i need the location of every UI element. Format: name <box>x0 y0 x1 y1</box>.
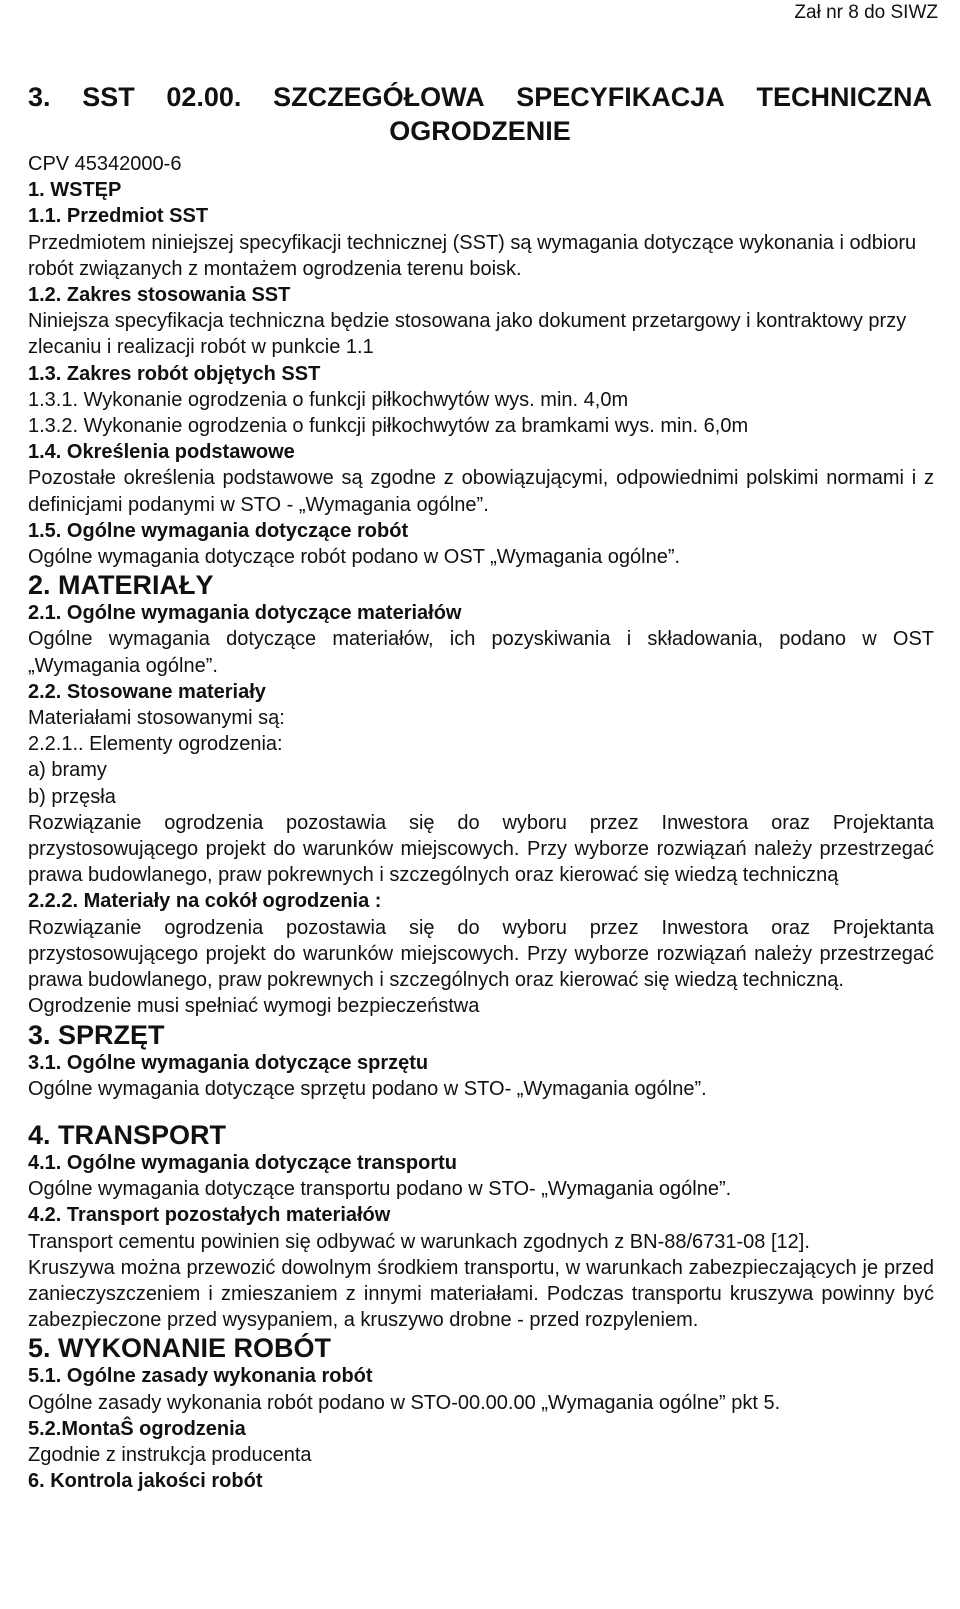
paragraph-1-4: Pozostałe określenia podstawowe są zgodne z obowiązującymi, odpowiednimi polskimi normami i z definicjami podanymi w STO - „Wymagania ogólne”. <box>28 467 934 516</box>
subsection-heading-4-2: 4.2. Transport pozostałych materiałów <box>28 1204 391 1227</box>
paragraph-4-2: Transport cementu powinien się odbywać w warunkach zgodnych z BN-88/6731-08 [12]. <box>28 1230 810 1253</box>
spacer <box>28 1102 934 1120</box>
subsection-heading-1-4: 1.4. Określenia podstawowe <box>28 441 295 464</box>
subsection-heading-5-1: 5.1. Ogólne zasady wykonania robót <box>28 1365 373 1388</box>
paragraph-1-2: Niniejsza specyfikacja techniczna będzie stosowana jako dokument przetargowy i kontraktowy przy zlecaniu i realizacji robót w punkcie 1.1 <box>28 310 907 359</box>
paragraph-2-2-1: Rozwiązanie ogrodzenia pozostawia się do wyboru przez Inwestora oraz Projektanta przystosowującego projekt do warunków miejscowych. Przy wyborze rozwiązań należy przestrzegać prawa budowlanego, praw pokrewnych i szczególnych oraz kierować się wiedzą techniczną <box>28 811 934 887</box>
subsection-heading-5-2: 5.2.MontaŜ ogrodzenia <box>28 1417 246 1440</box>
title-line-2: OGRODZENIE <box>389 116 571 146</box>
item-1-3-2: 1.3.2. Wykonanie ogrodzenia o funkcji piłkochwytów za bramkami wys. min. 6,0m <box>28 415 749 438</box>
section-heading-5: 5. WYKONANIE ROBÓT <box>28 1333 332 1364</box>
document-body <box>28 151 934 1494</box>
title-line-1 <box>28 80 932 114</box>
paragraph-4-1: Ogólne wymagania dotyczące transportu podano w STO- „Wymagania ogólne”. <box>28 1178 732 1201</box>
paragraph-5-1: Ogólne zasady wykonania robót podano w STO-00.00.00 „Wymagania ogólne” pkt 5. <box>28 1391 781 1414</box>
section-heading-3: 3. SPRZĘT <box>28 1019 165 1050</box>
title-code: SST <box>82 82 135 112</box>
title-word-2: SPECYFIKACJA <box>516 82 725 112</box>
paragraph-2-2: Materiałami stosowanymi są: <box>28 707 285 730</box>
list-item-b: b) przęsła <box>28 785 116 808</box>
subsection-heading-4-1: 4.1. Ogólne wymagania dotyczące transportu <box>28 1151 458 1174</box>
section-heading-6: 6. Kontrola jakości robót <box>28 1470 263 1493</box>
section-heading-2: 2. MATERIAŁY <box>28 570 214 601</box>
subsection-heading-3-1: 3.1. Ogólne wymagania dotyczące sprzętu <box>28 1051 429 1074</box>
title-ref: 02.00. <box>166 82 242 112</box>
title-word-3: TECHNICZNA <box>756 82 932 112</box>
subsection-heading-1-1: 1.1. Przedmiot SST <box>28 205 209 228</box>
title-word-1: SZCZEGÓŁOWA <box>273 82 485 112</box>
paragraph-2-1: Ogólne wymagania dotyczące materiałów, ich pozyskiwania i składowania, podano w OST „Wymagania ogólne”. <box>28 628 934 677</box>
subsection-heading-2-2-2: 2.2.2. Materiały na cokół ogrodzenia : <box>28 890 382 913</box>
list-item-a: a) bramy <box>28 759 107 782</box>
subsection-heading-1-3: 1.3. Zakres robót objętych SST <box>28 362 321 385</box>
paragraph-4-2-aggregates: Kruszywa można przewozić dowolnym środkiem transportu, w warunkach zabezpieczających je przed zanieczyszczeniem i zmieszaniem z innymi materiałami. Podczas transportu kruszywa powinny być zabezpieczone przed wysypaniem, a kruszywo drobne - przed rozpyleniem. <box>28 1256 934 1332</box>
subsection-heading-2-2: 2.2. Stosowane materiały <box>28 680 266 703</box>
item-2-2-1: 2.2.1.. Elementy ogrodzenia: <box>28 733 283 756</box>
paragraph-5-2: Zgodnie z instrukcja producenta <box>28 1443 312 1466</box>
document-title <box>28 80 932 148</box>
subsection-heading-2-1: 2.1. Ogólne wymagania dotyczące materiałów <box>28 602 462 625</box>
paragraph-1-1: Przedmiotem niniejszej specyfikacji technicznej (SST) są wymagania dotyczące wykonania i odbioru robót związanych z montażem ogrodzenia terenu boisk. <box>28 231 917 280</box>
cpv-code: CPV 45342000-6 <box>28 153 182 175</box>
paragraph-2-2-2: Rozwiązanie ogrodzenia pozostawia się do wyboru przez Inwestora oraz Projektanta przystosowującego projekt do warunków miejscowych. Przy wyborze rozwiązań należy przestrzegać prawa budowlanego, praw pokrewnych i szczególnych oraz kierować się wiedzą techniczną. <box>28 916 934 992</box>
subsection-heading-1-2: 1.2. Zakres stosowania SST <box>28 284 291 307</box>
subsection-heading-1-5: 1.5. Ogólne wymagania dotyczące robót <box>28 519 409 542</box>
paragraph-2-2-2-safety: Ogrodzenie musi spełniać wymogi bezpieczeństwa <box>28 995 480 1018</box>
paragraph-3-1: Ogólne wymagania dotyczące sprzętu podano w STO- „Wymagania ogólne”. <box>28 1077 707 1100</box>
paragraph-1-5: Ogólne wymagania dotyczące robót podano w OST „Wymagania ogólne”. <box>28 546 681 569</box>
attachment-header: Zał nr 8 do SIWZ <box>794 2 938 23</box>
item-1-3-1: 1.3.1. Wykonanie ogrodzenia o funkcji piłkochwytów wys. min. 4,0m <box>28 388 629 411</box>
title-number: 3. <box>28 82 51 112</box>
section-heading-1: 1. WSTĘP <box>28 179 122 202</box>
section-heading-4: 4. TRANSPORT <box>28 1119 227 1150</box>
